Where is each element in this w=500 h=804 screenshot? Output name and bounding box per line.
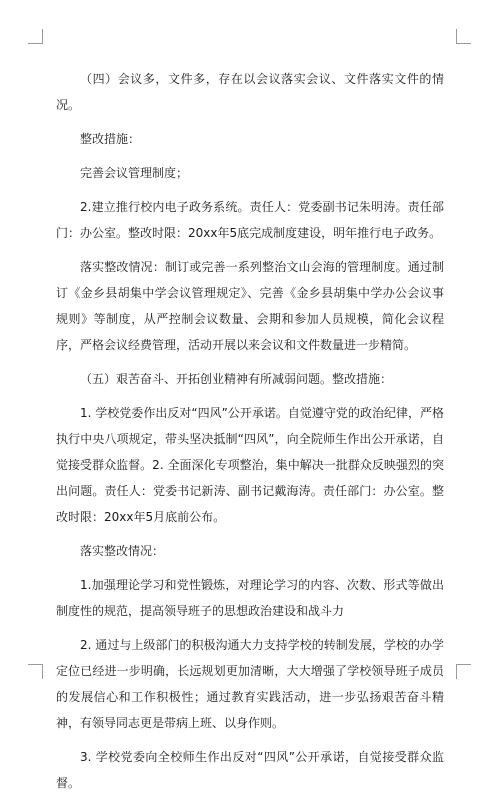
paragraph-four-winds-commitment: 1. 学校党委作出反对“四风”公开承诺。自觉遵守党的政治纪律，严格执行中央八项规定，带头坚决抵制“四风”，向全院师生作出公开承诺，自觉接受群众监督。2. 全面深化专项整治，集中解决一批群众反映强烈的突出问题。责任人：党委书记新涛、副书记戴海涛。责任部门：办公室。整改时限：20xx年5月底前公布。	[56, 406, 444, 524]
paragraph-implementation-label: 落实整改情况：	[80, 544, 165, 558]
crop-mark-top-right	[456, 29, 471, 44]
paragraph-public-commitment: 3. 学校党委向全校师生作出反对“四风”公开承诺，自觉接受群众监督。	[56, 750, 444, 790]
paragraph-communication: 2. 通过与上级部门的积极沟通大力支持学校的转制发展，学校的办学定位已经进一步明确，长远规划更加清晰，大大增强了学校领导班子成员的发展信心和工作积极性；通过教育实践活动，进一步弘扬艰苦奋斗精神，有领导同志更是带病上班、以身作则。	[56, 638, 444, 730]
paragraph-meeting-system: 完善会议管理制度；	[80, 166, 189, 180]
paragraph-section-five-heading: （五）艰苦奋斗、开拓创业精神有所减弱问题。整改措施：	[80, 372, 393, 386]
paragraph-rectification-label: 整改措施：	[80, 132, 141, 146]
paragraph-theory-study: 1.加强理论学习和党性锻炼，对理论学习的内容、次数、形式等做出制度性的规范，提高领导班子的思想政治建设和战斗力	[56, 578, 444, 618]
crop-mark-bottom-left	[28, 664, 43, 679]
document-body	[56, 66, 444, 804]
crop-mark-bottom-right	[456, 664, 471, 679]
crop-mark-top-left	[28, 29, 43, 44]
paragraph-e-government: 2.建立推行校内电子政务系统。责任人：党委副书记朱明涛。责任部门：办公室。整改时限：20xx年5底完成制度建设，明年推行电子政务。	[56, 200, 444, 240]
paragraph-implementation-meetings: 落实整改情况：制订或完善一系列整治文山会海的管理制度。通过制订《金乡县胡集中学会议管理规定》、完善《金乡县胡集中学办公会议事规则》等制度，从严控制会议数量、会期和参加人员规模，简化会议程序，严格会议经费管理，活动开展以来会议和文件数量进一步精简。	[56, 260, 444, 352]
paragraph-section-four-heading: （四）会议多，文件多，存在以会议落实会议、文件落实文件的情况。	[56, 72, 444, 112]
